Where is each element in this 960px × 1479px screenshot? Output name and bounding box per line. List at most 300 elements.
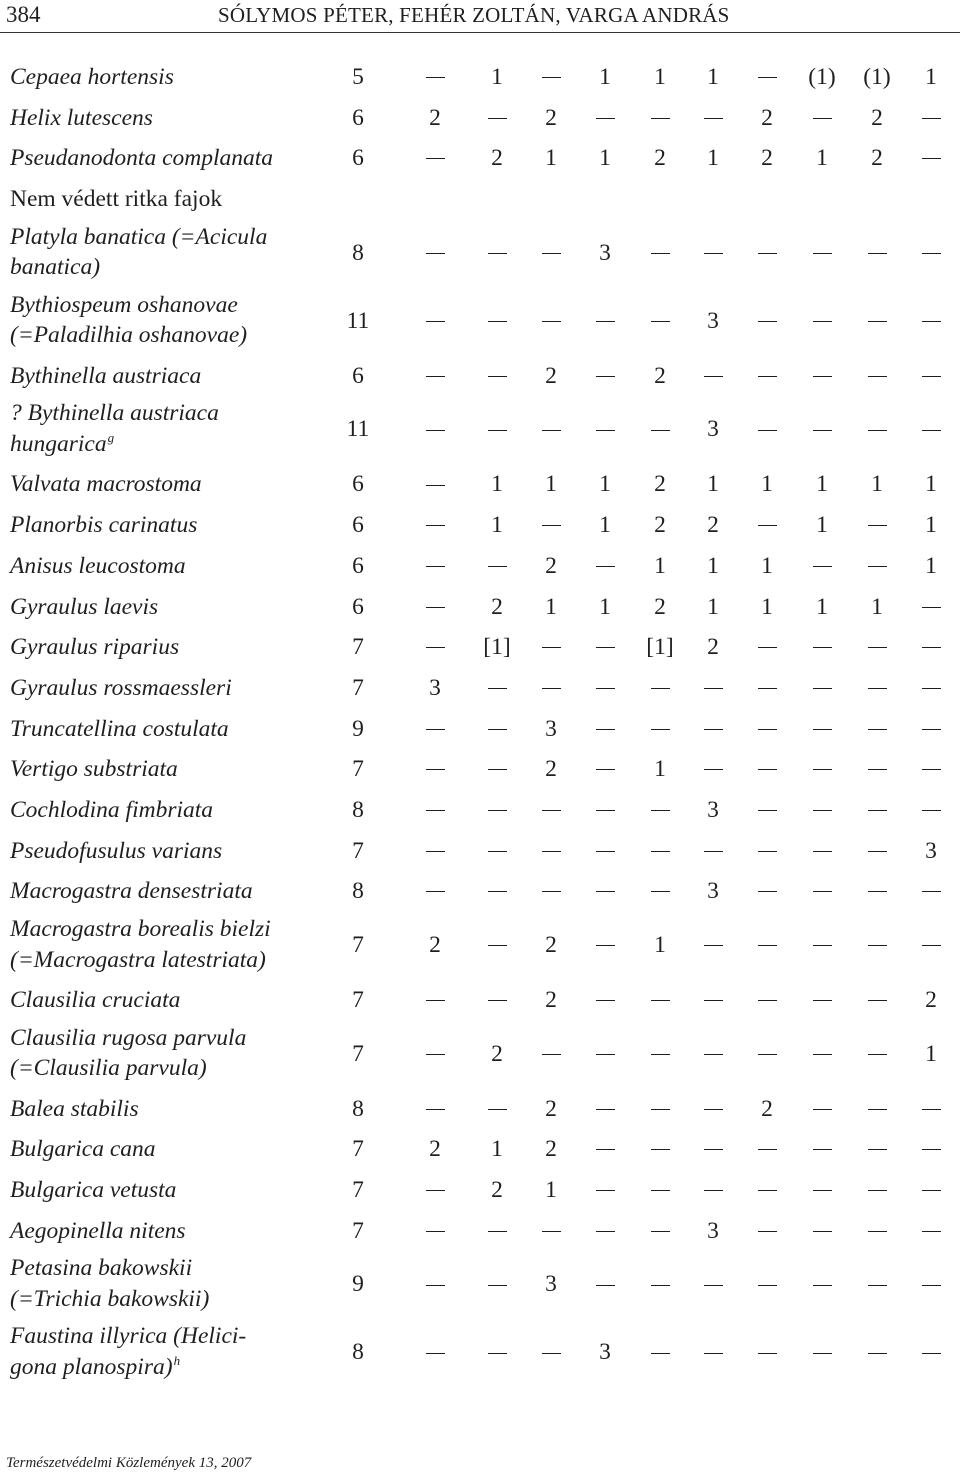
dash-cell: [413, 985, 457, 1015]
dash-cell: [909, 1175, 953, 1205]
dash-cell: [855, 1216, 899, 1246]
value-cell: 2: [654, 362, 666, 389]
table-row: [0, 911, 960, 979]
dash-mark: [596, 647, 615, 648]
dash-cell: [691, 238, 735, 268]
dash-mark: [426, 321, 445, 322]
species-name-line: Nem védett ritka fajok: [10, 186, 223, 213]
value-cell: 1: [871, 471, 883, 498]
dash-mark: [868, 1190, 887, 1191]
dash-cell: [413, 795, 457, 825]
dash-mark: [704, 376, 723, 377]
dash-mark: [758, 945, 777, 946]
dash-mark: [426, 891, 445, 892]
species-name: [10, 985, 180, 1016]
dash-cell: [909, 414, 953, 444]
dash-mark: [704, 688, 723, 689]
value-cell: 1: [707, 145, 719, 172]
value-cell: 1: [816, 512, 828, 539]
dash-mark: [488, 376, 507, 377]
dash-mark: [922, 1353, 941, 1354]
dash-mark: [651, 321, 670, 322]
dash-cell: [909, 930, 953, 960]
dash-mark: [542, 1231, 561, 1232]
dash-mark: [542, 688, 561, 689]
species-name-line: Macrogastra borealis bielzi: [10, 916, 271, 942]
dash-mark: [704, 253, 723, 254]
value-cell: 1: [545, 145, 557, 172]
dash-mark: [651, 688, 670, 689]
dash-mark: [596, 1109, 615, 1110]
dash-cell: [745, 306, 789, 336]
species-name-line: Faustina illyrica (Helici-: [10, 1323, 247, 1350]
value-cell: 8: [352, 1095, 364, 1122]
dash-mark: [758, 376, 777, 377]
dash-cell: [638, 1094, 682, 1124]
dash-mark: [813, 1285, 832, 1286]
value-cell: 1: [491, 1136, 503, 1163]
dash-mark: [651, 1149, 670, 1150]
dash-mark: [426, 810, 445, 811]
dash-cell: [413, 361, 457, 391]
species-name-line: (=Clausilia parvula): [10, 1055, 207, 1082]
value-cell: 6: [352, 471, 364, 498]
dash-mark: [704, 769, 723, 770]
dash-cell: [475, 836, 519, 866]
dash-mark: [651, 729, 670, 730]
value-cell: 2: [491, 593, 503, 620]
dash-cell: [638, 1134, 682, 1164]
value-cell: 1: [925, 552, 937, 579]
dash-mark: [651, 430, 670, 431]
value-cell: 2: [545, 552, 557, 579]
dash-mark: [651, 1054, 670, 1055]
dash-cell: [583, 795, 627, 825]
dash-mark: [596, 376, 615, 377]
dash-cell: [583, 985, 627, 1015]
dash-mark: [596, 1285, 615, 1286]
dash-cell: [583, 306, 627, 336]
table-row: [0, 1088, 960, 1129]
dash-cell: [413, 238, 457, 268]
dash-mark: [813, 1000, 832, 1001]
dash-mark: [813, 118, 832, 119]
dash-cell: [855, 551, 899, 581]
dash-cell: [745, 1134, 789, 1164]
species-name: [10, 551, 186, 582]
dash-mark: [813, 1149, 832, 1150]
dash-cell: [800, 238, 844, 268]
species-name-line: Bythiospeum oshanovae: [10, 291, 238, 318]
dash-cell: [413, 143, 457, 173]
dash-cell: [529, 876, 573, 906]
value-cell: 1: [761, 471, 773, 498]
value-cell: 1: [761, 552, 773, 579]
footnote-marker: g: [107, 429, 115, 445]
dash-mark: [488, 729, 507, 730]
value-cell: 6: [352, 552, 364, 579]
dash-cell: [583, 361, 627, 391]
dash-cell: [475, 361, 519, 391]
species-table: [0, 56, 960, 1386]
dash-cell: [800, 361, 844, 391]
dash-mark: [813, 688, 832, 689]
species-name: [10, 754, 178, 785]
value-cell: 8: [352, 878, 364, 905]
dash-cell: [909, 714, 953, 744]
dash-mark: [651, 118, 670, 119]
dash-cell: [909, 673, 953, 703]
species-name-line: Pseudofusulus varians: [10, 837, 223, 864]
species-name: [10, 876, 253, 907]
value-cell: 1: [599, 145, 611, 172]
species-name: [10, 1253, 209, 1314]
dash-cell: [529, 306, 573, 336]
dash-mark: [704, 1353, 723, 1354]
dash-mark: [542, 525, 561, 526]
dash-cell: [691, 930, 735, 960]
dash-mark: [596, 810, 615, 811]
dash-mark: [868, 810, 887, 811]
dash-mark: [813, 810, 832, 811]
dash-mark: [813, 1353, 832, 1354]
value-cell: 9: [352, 715, 364, 742]
table-row: [0, 1020, 960, 1088]
value-cell: 2: [429, 104, 441, 131]
value-cell: 3: [429, 674, 441, 701]
footnote-marker: h: [173, 1352, 181, 1368]
table-row: [0, 545, 960, 586]
dash-mark: [651, 1000, 670, 1001]
species-name-line: Helix lutescens: [10, 104, 153, 131]
dash-cell: [909, 238, 953, 268]
dash-mark: [758, 851, 777, 852]
dash-cell: [909, 1337, 953, 1367]
value-cell: 2: [654, 512, 666, 539]
value-cell: 1: [654, 552, 666, 579]
dash-cell: [583, 551, 627, 581]
dash-cell: [909, 754, 953, 784]
dash-cell: [583, 1216, 627, 1246]
species-name: [10, 795, 213, 826]
dash-cell: [413, 551, 457, 581]
dash-cell: [529, 795, 573, 825]
dash-cell: [745, 1337, 789, 1367]
dash-cell: [855, 306, 899, 336]
dash-cell: [475, 1337, 519, 1367]
dash-cell: [909, 103, 953, 133]
value-cell: 2: [545, 1136, 557, 1163]
dash-mark: [813, 891, 832, 892]
table-row: [0, 830, 960, 871]
dash-cell: [745, 836, 789, 866]
dash-mark: [813, 945, 832, 946]
dash-cell: [475, 985, 519, 1015]
value-cell: 2: [925, 987, 937, 1013]
dash-cell: [475, 103, 519, 133]
dash-cell: [800, 754, 844, 784]
dash-cell: [855, 414, 899, 444]
table-row: [0, 287, 960, 355]
dash-mark: [426, 158, 445, 159]
dash-cell: [691, 1269, 735, 1299]
dash-cell: [638, 795, 682, 825]
dash-mark: [596, 851, 615, 852]
section-heading: [10, 184, 222, 215]
dash-mark: [922, 769, 941, 770]
dash-mark: [542, 77, 561, 78]
dash-cell: [855, 1094, 899, 1124]
dash-cell: [855, 1269, 899, 1299]
dash-mark: [868, 688, 887, 689]
value-cell: 7: [352, 1217, 364, 1244]
value-cell: 3: [599, 239, 611, 266]
species-name: [10, 469, 202, 500]
dash-cell: [475, 551, 519, 581]
dash-cell: [855, 1039, 899, 1069]
table-row: [0, 586, 960, 627]
dash-cell: [855, 836, 899, 866]
dash-cell: [745, 930, 789, 960]
dash-cell: [583, 714, 627, 744]
dash-mark: [758, 647, 777, 648]
dash-mark: [813, 566, 832, 567]
table-row: [0, 1318, 960, 1386]
dash-mark: [596, 729, 615, 730]
dash-mark: [596, 891, 615, 892]
dash-mark: [651, 810, 670, 811]
dash-cell: [638, 1175, 682, 1205]
dash-mark: [868, 1000, 887, 1001]
dash-mark: [813, 851, 832, 852]
dash-cell: [638, 306, 682, 336]
species-name-line: Cepaea hortensis: [10, 64, 174, 90]
species-name: [10, 361, 201, 392]
dash-mark: [596, 1149, 615, 1150]
dash-mark: [868, 851, 887, 852]
dash-mark: [868, 1054, 887, 1055]
dash-mark: [426, 1109, 445, 1110]
dash-mark: [868, 647, 887, 648]
value-cell: 8: [352, 1339, 364, 1366]
dash-cell: [855, 876, 899, 906]
dash-mark: [542, 851, 561, 852]
dash-mark: [868, 253, 887, 254]
dash-mark: [426, 253, 445, 254]
dash-cell: [638, 1039, 682, 1069]
dash-mark: [426, 77, 445, 78]
table-row: [0, 97, 960, 138]
dash-mark: [488, 566, 507, 567]
species-name-line: Petasina bakowskii: [10, 1255, 193, 1282]
dash-cell: [745, 1269, 789, 1299]
value-cell: 7: [352, 1136, 364, 1163]
dash-cell: [691, 1094, 735, 1124]
table-row: [0, 789, 960, 830]
value-cell: 2: [491, 1177, 503, 1204]
dash-cell: [413, 306, 457, 336]
dash-cell: [583, 1269, 627, 1299]
value-cell: 6: [352, 104, 364, 131]
dash-cell: [583, 1039, 627, 1069]
value-cell: 2: [761, 104, 773, 131]
dash-mark: [426, 851, 445, 852]
species-name-line: Cochlodina fimbriata: [10, 796, 214, 823]
dash-cell: [583, 632, 627, 662]
dash-mark: [813, 769, 832, 770]
dash-cell: [475, 754, 519, 784]
dash-mark: [922, 607, 941, 608]
dash-cell: [745, 876, 789, 906]
species-name: [10, 673, 232, 704]
species-name-line: gona planospira): [10, 1353, 173, 1380]
dash-mark: [488, 1353, 507, 1354]
species-name-line: Bulgarica vetusta: [10, 1177, 177, 1204]
running-head: SÓLYMOS PÉTER, FEHÉR ZOLTÁN, VARGA ANDRÁS: [218, 3, 730, 27]
dash-mark: [813, 1054, 832, 1055]
dash-cell: [800, 1039, 844, 1069]
species-name-line: Gyraulus laevis: [10, 593, 159, 620]
dash-mark: [868, 1353, 887, 1354]
dash-cell: [800, 1094, 844, 1124]
dash-cell: [529, 673, 573, 703]
dash-cell: [855, 238, 899, 268]
dash-cell: [909, 143, 953, 173]
value-cell: 1: [707, 64, 719, 90]
species-name: [10, 914, 271, 975]
value-cell: 1: [707, 471, 719, 498]
dash-cell: [413, 592, 457, 622]
dash-mark: [488, 891, 507, 892]
species-name: [10, 1321, 246, 1385]
dash-mark: [758, 1353, 777, 1354]
dash-mark: [488, 769, 507, 770]
value-cell: 1: [491, 471, 503, 498]
dash-cell: [583, 876, 627, 906]
value-cell: 6: [352, 593, 364, 620]
dash-cell: [638, 985, 682, 1015]
value-cell: 3: [707, 1217, 719, 1244]
dash-cell: [800, 795, 844, 825]
dash-mark: [488, 253, 507, 254]
dash-mark: [704, 1000, 723, 1001]
value-cell: 8: [352, 239, 364, 266]
dash-mark: [813, 321, 832, 322]
species-name-line: Clausilia cruciata: [10, 987, 181, 1013]
species-name-line: hungarica: [10, 430, 107, 457]
dash-mark: [813, 376, 832, 377]
table-row: [0, 56, 960, 97]
value-cell: 2: [871, 104, 883, 131]
value-cell: 2: [491, 1040, 503, 1067]
species-name-line: Balea stabilis: [10, 1095, 139, 1122]
dash-cell: [855, 795, 899, 825]
dash-mark: [542, 430, 561, 431]
value-cell: 2: [429, 932, 441, 958]
value-cell: 1: [925, 471, 937, 498]
table-row: [0, 870, 960, 911]
dash-cell: [638, 876, 682, 906]
dash-mark: [922, 430, 941, 431]
value-cell: 1: [545, 471, 557, 498]
species-name: [10, 398, 219, 462]
dash-mark: [426, 1000, 445, 1001]
value-cell: 2: [545, 756, 557, 783]
dash-cell: [800, 985, 844, 1015]
dash-mark: [488, 851, 507, 852]
dash-cell: [800, 836, 844, 866]
dash-mark: [704, 851, 723, 852]
species-name: [10, 714, 229, 745]
dash-mark: [426, 769, 445, 770]
dash-mark: [922, 1285, 941, 1286]
dash-cell: [855, 714, 899, 744]
dash-cell: [855, 1337, 899, 1367]
table-row: [0, 1250, 960, 1318]
value-cell: 2: [491, 145, 503, 172]
table-row: [0, 1128, 960, 1169]
dash-mark: [426, 647, 445, 648]
dash-mark: [868, 729, 887, 730]
species-name: [10, 103, 153, 134]
species-name-line: Anisus leucostoma: [10, 552, 186, 579]
table-row: [0, 395, 960, 463]
dash-cell: [909, 1269, 953, 1299]
species-name: [10, 290, 247, 351]
dash-mark: [868, 891, 887, 892]
dash-cell: [413, 469, 457, 499]
value-cell: 7: [352, 1040, 364, 1067]
species-name-line: Vertigo substriata: [10, 756, 178, 783]
dash-mark: [426, 525, 445, 526]
dash-cell: [529, 62, 573, 92]
dash-mark: [758, 1000, 777, 1001]
value-cell: 7: [352, 987, 364, 1013]
species-name-line: (=Paladilhia oshanovae): [10, 322, 248, 349]
species-name-line: Aegopinella nitens: [10, 1217, 186, 1244]
value-cell: 7: [352, 674, 364, 701]
dash-mark: [868, 1285, 887, 1286]
dash-mark: [651, 1231, 670, 1232]
dash-cell: [583, 414, 627, 444]
dash-mark: [813, 253, 832, 254]
dash-mark: [922, 1190, 941, 1191]
dash-cell: [855, 673, 899, 703]
dash-mark: [651, 1109, 670, 1110]
value-cell: 2: [707, 634, 719, 661]
dash-cell: [691, 1337, 735, 1367]
species-name-line: Gyraulus rossmaessleri: [10, 674, 232, 701]
table-row: [0, 463, 960, 504]
dash-mark: [813, 729, 832, 730]
dash-cell: [413, 1094, 457, 1124]
dash-cell: [638, 836, 682, 866]
dash-cell: [413, 510, 457, 540]
species-name: [10, 62, 174, 93]
dash-mark: [704, 945, 723, 946]
table-row: [0, 219, 960, 287]
dash-mark: [758, 769, 777, 770]
dash-cell: [529, 238, 573, 268]
dash-mark: [758, 1231, 777, 1232]
dash-mark: [488, 1000, 507, 1001]
dash-cell: [583, 103, 627, 133]
dash-cell: [800, 1175, 844, 1205]
dash-cell: [475, 714, 519, 744]
dash-cell: [909, 632, 953, 662]
dash-mark: [596, 118, 615, 119]
dash-mark: [426, 430, 445, 431]
